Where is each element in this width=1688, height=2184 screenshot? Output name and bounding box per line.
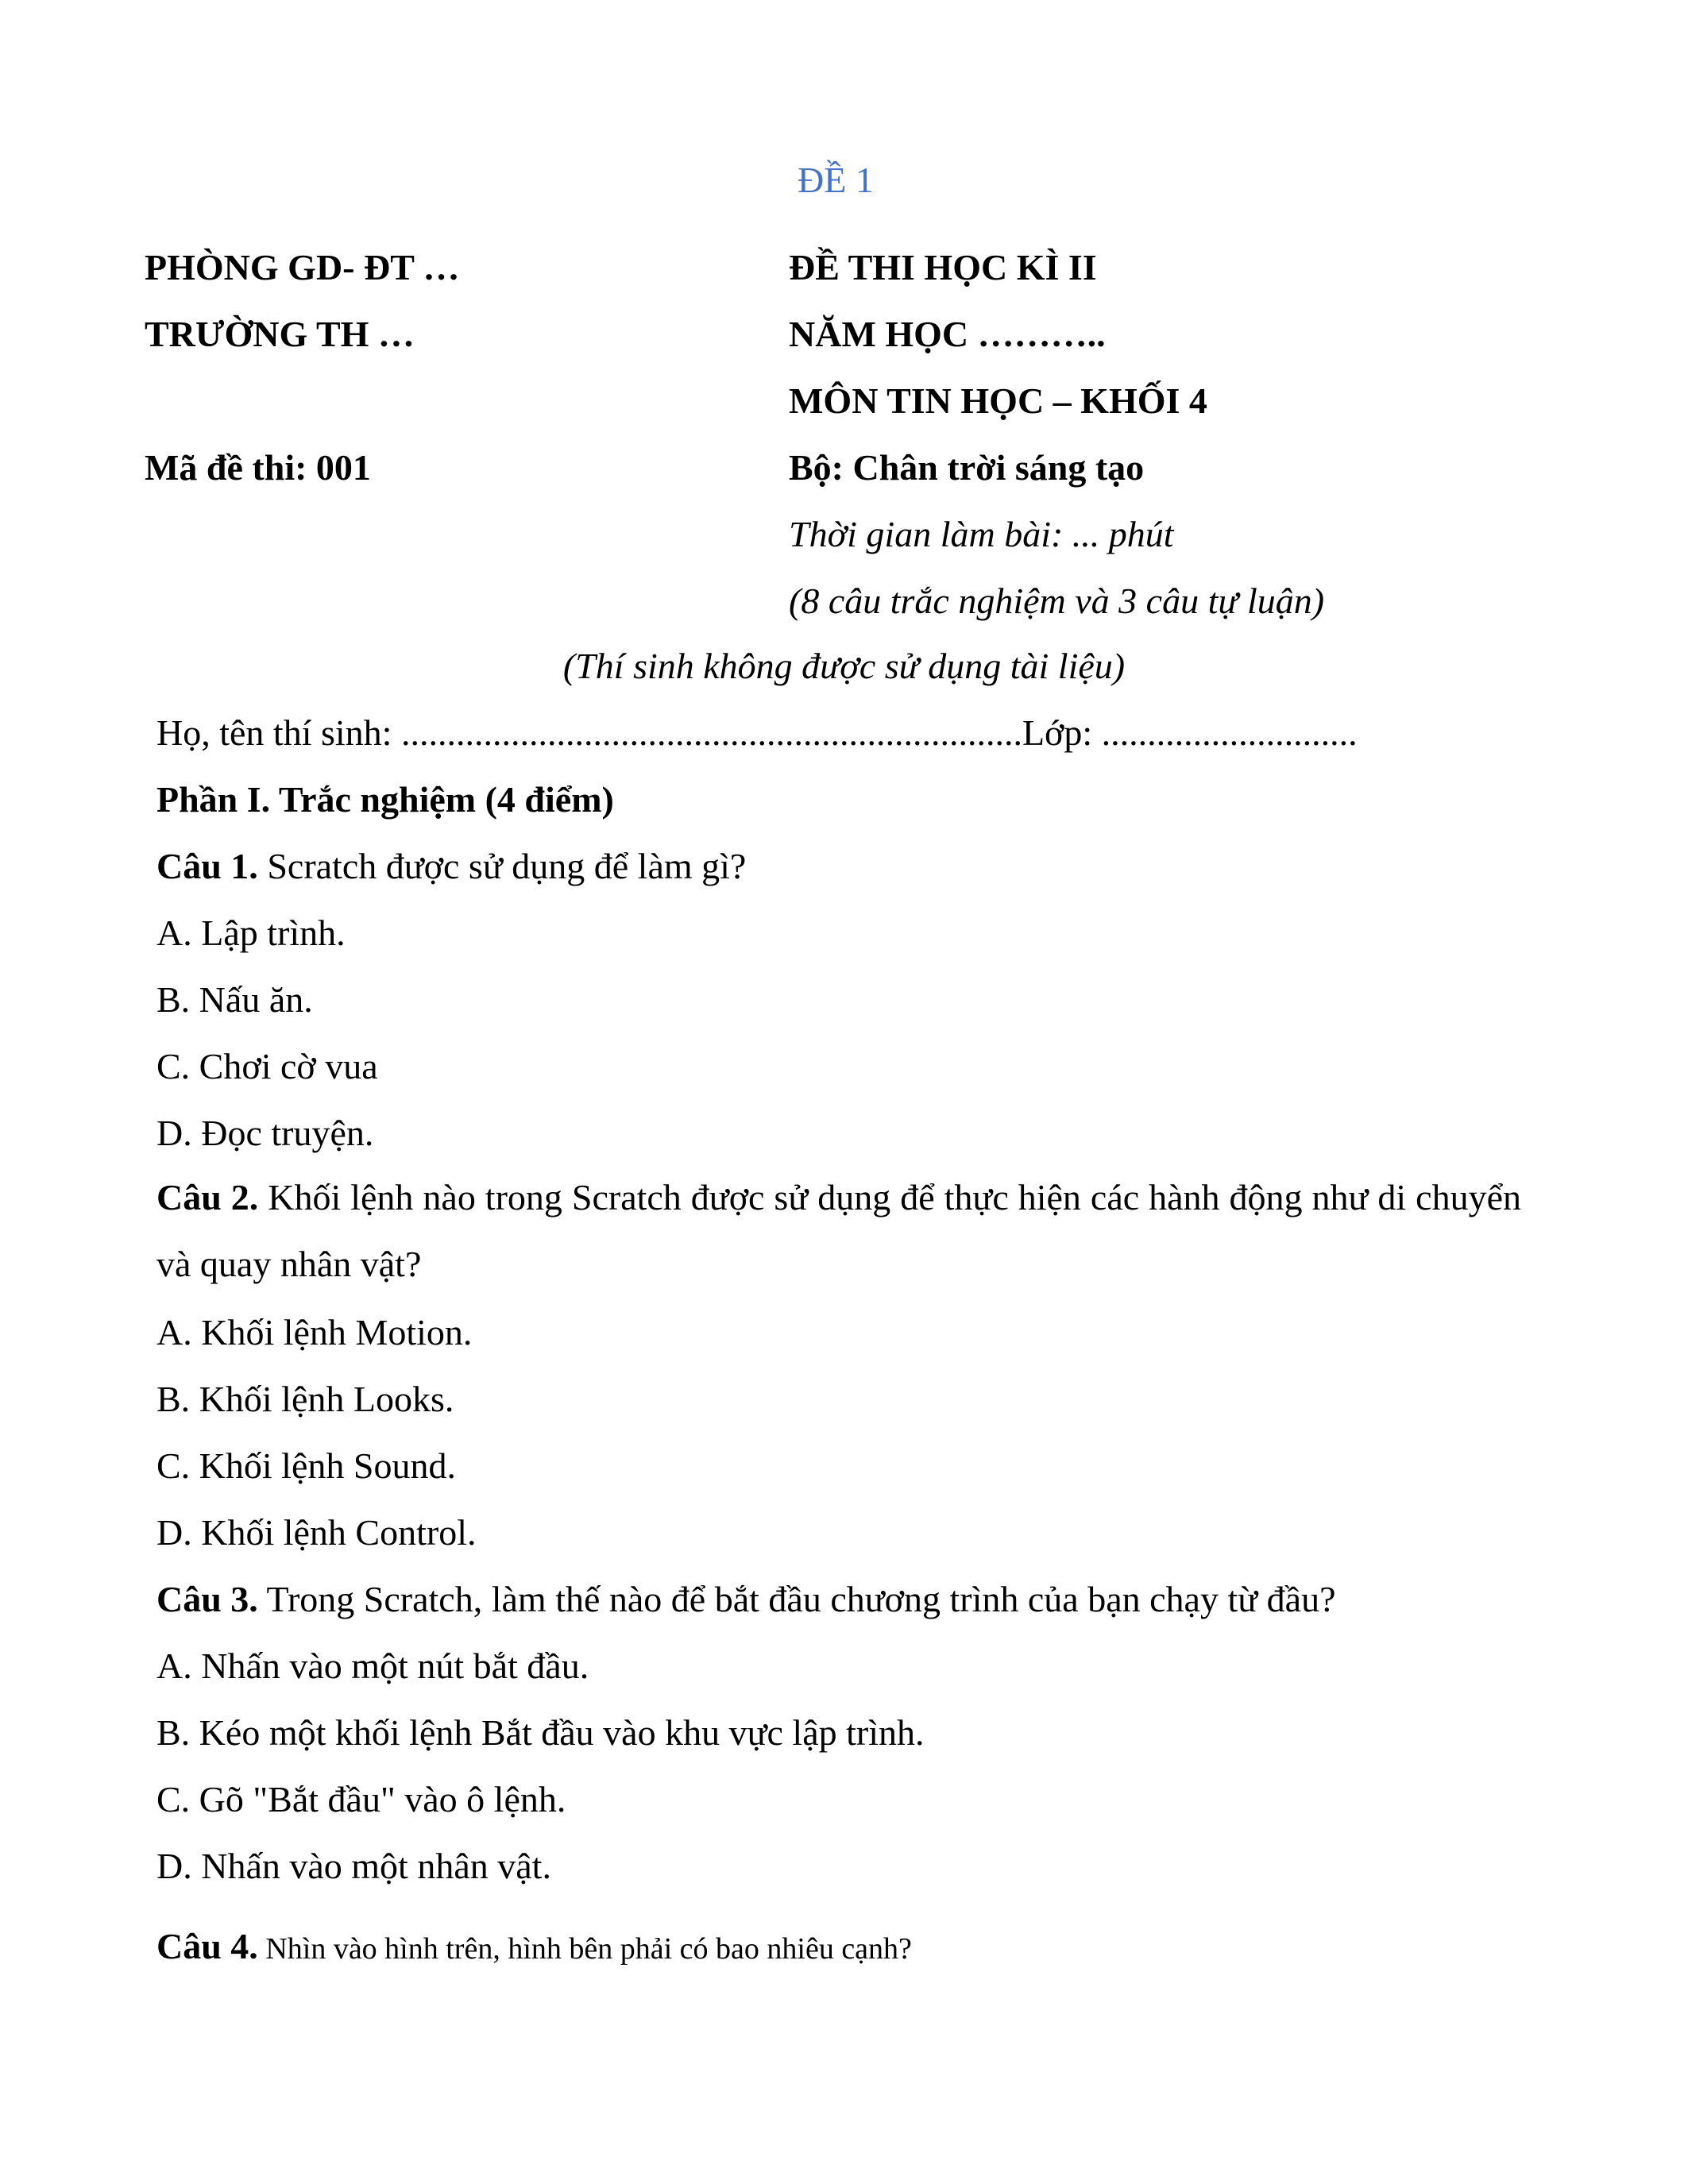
- answer-option: A. Khối lệnh Motion.: [156, 1312, 473, 1352]
- question-text: Nhìn vào hình trên, hình bên phải có bao nhiêu cạnh?: [257, 1932, 912, 1966]
- question-label: Câu 4.: [156, 1926, 258, 1966]
- question-label: Câu 1.: [156, 846, 258, 886]
- exam-note: (Thí sinh không được sử dụng tài liệu): [562, 646, 1126, 686]
- exam-structure: (8 câu trắc nghiệm và 3 câu tự luận): [789, 581, 1325, 621]
- exam-number: ĐỀ 1: [798, 160, 874, 200]
- school-year: NĂM HỌC ………..: [789, 314, 1106, 354]
- question-4: [156, 1928, 912, 1965]
- exam-time: Thời gian làm bài: ... phút: [789, 514, 1174, 554]
- question-label: Câu 3.: [156, 1579, 258, 1619]
- answer-option: C. Chơi cờ vua: [156, 1046, 378, 1086]
- question-label: Câu 2.: [156, 1177, 259, 1217]
- school-name: TRƯỜNG TH …: [145, 314, 415, 354]
- answer-option: D. Khối lệnh Control.: [156, 1512, 477, 1553]
- exam-code: Mã đề thi: 001: [145, 447, 371, 488]
- answer-option: A. Nhấn vào một nút bắt đầu.: [156, 1646, 589, 1686]
- question-text: Scratch được sử dụng để làm gì?: [257, 846, 747, 886]
- department-name: PHÒNG GD- ĐT …: [145, 247, 460, 287]
- student-class-field: Lớp: ............................: [1022, 712, 1358, 753]
- answer-option: B. Nấu ăn.: [156, 979, 313, 1020]
- subject-grade: MÔN TIN HỌC – KHỐI 4: [789, 380, 1207, 421]
- student-line: [156, 712, 1358, 753]
- question-1: [156, 848, 746, 885]
- exam-title: ĐỀ THI HỌC KÌ II: [789, 247, 1097, 287]
- answer-option: C. Gõ "Bắt đầu" vào ô lệnh.: [156, 1779, 566, 1819]
- question-text: Khối lệnh nào trong Scratch được sử dụng để thực hiện các hành động như di chuyển và quay nhân vật?: [156, 1177, 1521, 1284]
- answer-option: B. Khối lệnh Looks.: [156, 1379, 454, 1419]
- question-3: [156, 1581, 1336, 1618]
- section-title: Phần I. Trắc nghiệm (4 điểm): [156, 779, 614, 820]
- answer-option: A. Lập trình.: [156, 913, 346, 953]
- answer-option: C. Khối lệnh Sound.: [156, 1445, 456, 1486]
- answer-option: D. Nhấn vào một nhân vật.: [156, 1846, 551, 1886]
- answer-option: B. Kéo một khối lệnh Bắt đầu vào khu vực lập trình.: [156, 1712, 925, 1753]
- book-series: Bộ: Chân trời sáng tạo: [789, 447, 1145, 488]
- answer-option: D. Đọc truyện.: [156, 1113, 374, 1153]
- question-text: Trong Scratch, làm thế nào để bắt đầu chương trình của bạn chạy từ đầu?: [257, 1579, 1336, 1619]
- question-2: [156, 1164, 1521, 1298]
- student-name-field: Họ, tên thí sinh: ....................................................................: [156, 712, 1022, 753]
